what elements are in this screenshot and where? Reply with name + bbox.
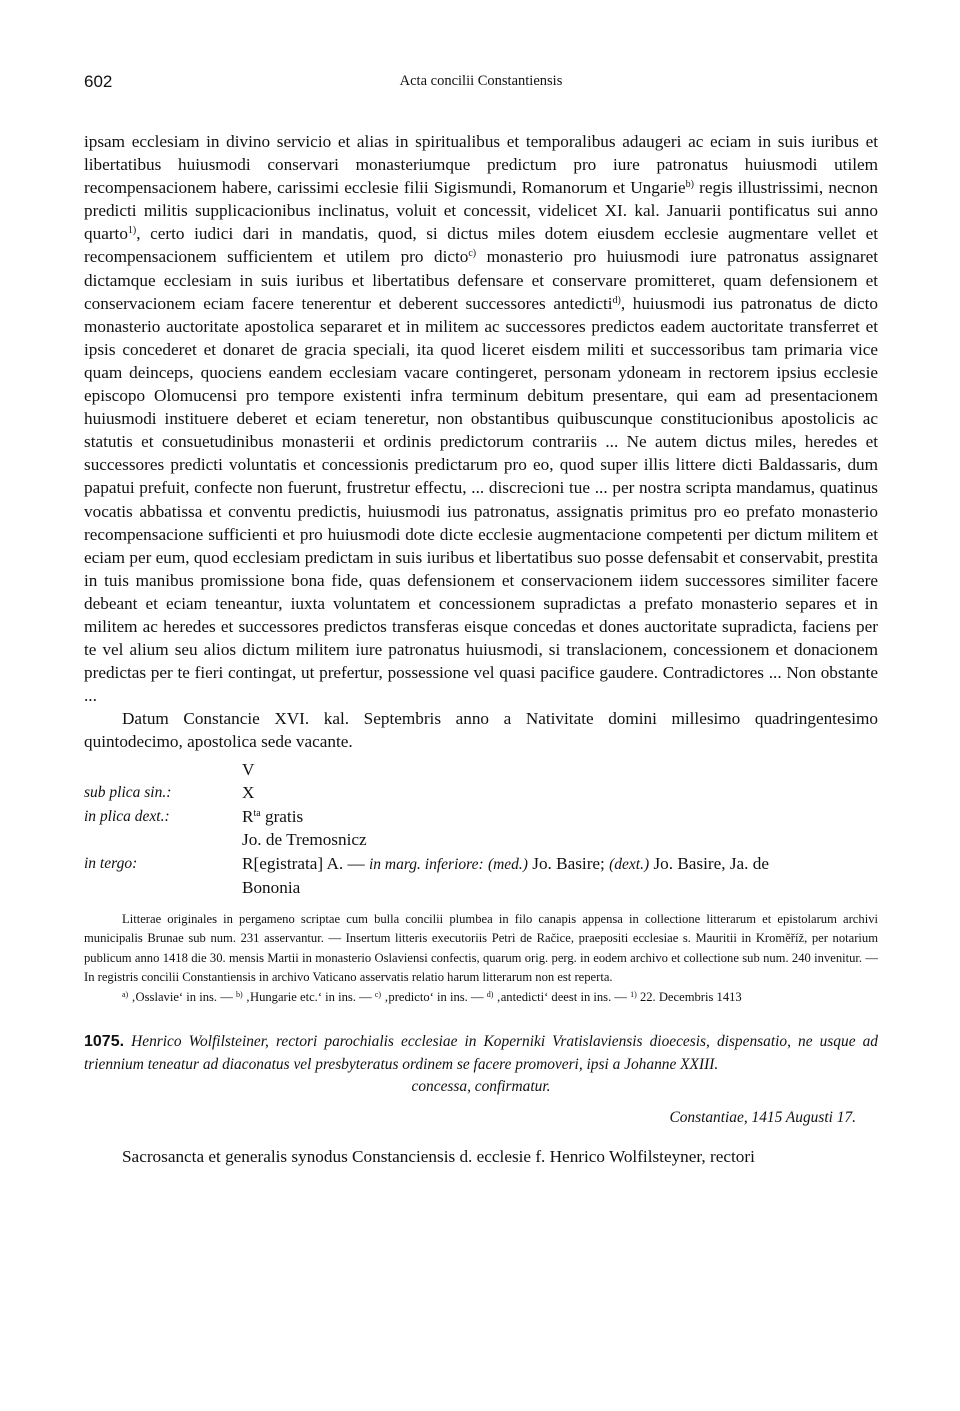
empty-label <box>84 758 242 782</box>
text-run: , certo iudici dari in mandatis, quod, si dictus miles dotem eiusdem ecclesie augmentare vellet et recompensacionem sufficientem et utilem pro dicto <box>84 224 878 267</box>
datum-paragraph: Datum Constancie XVI. kal. Septembris anno a Nativitate domini millesimo quadringentesimo quintodecimo, apostolica sede vacante. <box>84 709 878 752</box>
subscription-row <box>84 852 878 877</box>
page <box>84 72 878 1167</box>
superscript: c) <box>374 989 382 999</box>
source-note: Litterae originales in pergameno scriptae cum bulla concilii plumbea in filo canapis appensa in collectione litterarum et epistolarum archivi municipalis Brunae sub num. 231 asservantur. — Insertum litteris executoriis Petri de Račice, praepositi ecclesiae s. Mauritii in Kroměříž, per notarium publicum anno 1418 die 30. mensis Martii in monasterio Oslaviensi confectis, quarum orig. perg. in eodem archivo et collectione sub num. 240 invenitur. — In registris concilii Constantiensis in archivo Vaticano asservatis relatio harum litterarum non est reperta. <box>84 911 878 985</box>
text-run: ipsam ecclesiam in divino servicio et alias in spiritualibus et temporalibus adaugeri ac eciam in suis iuribus et libertatibus huiusmodi conservari monasteriumque predictum pro iure patronatus huiusmodi utilem recompensacionem habere, carissimi ecclesie filii Sigismundi, Romanorum et Ungarie <box>84 132 878 198</box>
regest-text: Henrico Wolfilsteiner, rectori parochialis ecclesiae in Koperniki Vratislaviensis dioecesis, dispensatio, ne usque ad triennium teneatur ad diaconatus vel presbyteratus ordinem se facere promoveri, ipsi a Johanne XXIII. <box>84 1033 878 1073</box>
footnote-ref-1: 1) <box>127 225 137 237</box>
in-plica-value <box>242 805 878 829</box>
text-run: 22. Decembris 1413 <box>636 989 742 1004</box>
subscription-row <box>84 781 878 805</box>
text-run: R <box>242 806 254 826</box>
text-run: ‚Osslavie‘ in ins. — <box>128 989 236 1004</box>
sub-plica-value: X <box>242 783 255 803</box>
in-tergo-value <box>242 852 878 877</box>
running-title: Acta concilii Constantiensis <box>399 73 563 89</box>
subscription-row <box>84 828 878 852</box>
letter-body <box>84 130 878 754</box>
document-first-line: Sacrosancta et generalis synodus Constanciensis d. ecclesie f. Henrico Wolfilsteyner, rectori <box>122 1147 755 1167</box>
text-run: regis illustrissimi, necnon predicti militis supplicacionibus inclinatus, voluit et concessit, videlicet XI. kal. Januarii pontificatus sui anno quarto <box>84 178 878 244</box>
subscription-row <box>84 758 878 782</box>
text-run: Jo. Basire; <box>527 853 610 873</box>
page-header <box>84 72 878 94</box>
superscript: 1) <box>630 989 637 999</box>
superscript: b) <box>235 989 243 999</box>
text-run: monasterio pro huiusmodi iure patronatus assignaret dictamque ecclesiam in suis iuribus et libertatibus defensare et conservare promitteret, quam defensionem et conservacionem eciam facere tenerentur et deberent successores antedicti <box>84 247 878 313</box>
subscription-row <box>84 876 878 900</box>
text-run: ‚predicto‘ in ins. — <box>381 989 487 1004</box>
in-tergo-label: in tergo: <box>84 854 138 872</box>
text-run: Jo. Basire, Ja. de <box>649 853 769 873</box>
text-run: gratis <box>260 806 304 826</box>
italic-run: (med.) <box>487 855 528 873</box>
superscript: ta <box>253 807 261 819</box>
text-run: R[egistrata] A. — <box>242 853 369 873</box>
place-date: Constantiae, 1415 Augusti 17. <box>669 1108 856 1126</box>
body-paragraph <box>84 130 878 707</box>
subscription-row <box>84 805 878 829</box>
scribe-name: Jo. de Tremosnicz <box>242 830 367 850</box>
document-heading <box>84 1031 878 1129</box>
empty-label <box>84 828 242 852</box>
footnote-ref-b: b) <box>685 179 694 191</box>
text-run: ‚antedicti‘ deest in ins. — <box>493 989 631 1004</box>
regest-end: concessa, confirmatur. <box>411 1078 551 1096</box>
variant-note <box>84 988 878 1008</box>
superscript: a) <box>122 989 129 999</box>
v-mark: V <box>242 759 255 779</box>
apparatus-notes <box>84 910 878 1008</box>
footnote-ref-c: c) <box>468 248 477 260</box>
italic-run: (dext.) <box>609 855 650 873</box>
italic-run: in marg. inferiore: <box>368 855 484 873</box>
text-run: ‚Hungarie etc.‘ in ins. — <box>242 989 375 1004</box>
empty-label <box>84 876 242 900</box>
page-number: 602 <box>84 72 113 91</box>
regest <box>84 1031 878 1076</box>
superscript: d) <box>486 989 494 999</box>
sub-plica-label: sub plica sin.: <box>84 784 172 802</box>
footnote-ref-d: d) <box>612 294 621 306</box>
subscriptions <box>84 758 878 900</box>
in-plica-label: in plica dext.: <box>84 807 170 825</box>
bononia: Bononia <box>242 878 301 898</box>
document-number: 1075. <box>84 1033 125 1051</box>
text-run: , huiusmodi ius patronatus de dicto monasterio auctoritate apostolica separaret et in militem ac successores predictos eadem auctoritate transferret et ipsis concederet et donaret de gracia speciali, ita quod liceret eisdem militi et successoribus tam primaria vice quam deinceps, quociens eandem ecclesiam vacare contingeret, personam ydoneam in rectorem ipsius ecclesie episcopo Olomucensi pro tempore existenti infra terminum debitum presentare, qui eam ad presentacionem huiusmodi instituere deberet et eciam teneretur, non obstantibus quibuscunque constitucionibus apostolicis ac statutis et consuetudinibus monasterii et ordinis predictorum contrariis ... Ne autem dictus miles, heredes et successores predicti voluntatis et concessionis predictarum pro eo, quod super illis littere dicti Baldassaris, dum papatui prefuit, confecte non fuerunt, frustretur effectu, ... discrecioni tue ... per nostra scripta mandamus, quatinus vocatis abbatissa et conventu predictis, huiusmodi ius patronatus, assignatis primitus pro eo prefato monasterio recompensacione sufficienti et pro huiusmodi dote dicte ecclesie augmentacione competenti per dictum militem et eciam per eum, quod ecclesiam predictam in suis iuribus et libertatibus suo posse defensabit et conservabit, prestita in tuis manibus promissione bona fide, quas defensionem et conservacionem iidem successores similiter facere debeant et eciam teneantur, iuxta voluntatem et concessionem supradictas a prefato monasterio separes et in militem ac heredes et successores predictos transferas eisque concedas et dones auctoritate supradicta, faciens per te vel alium seu alios dictum militem iure patronatus huiusmodi, si translacionem, concessionem et donacionem predictas per te fieri contingat, ut prefertur, possessione vel quasi pacifice gaudere. Contradictores ... Non obstante ... <box>84 293 878 706</box>
